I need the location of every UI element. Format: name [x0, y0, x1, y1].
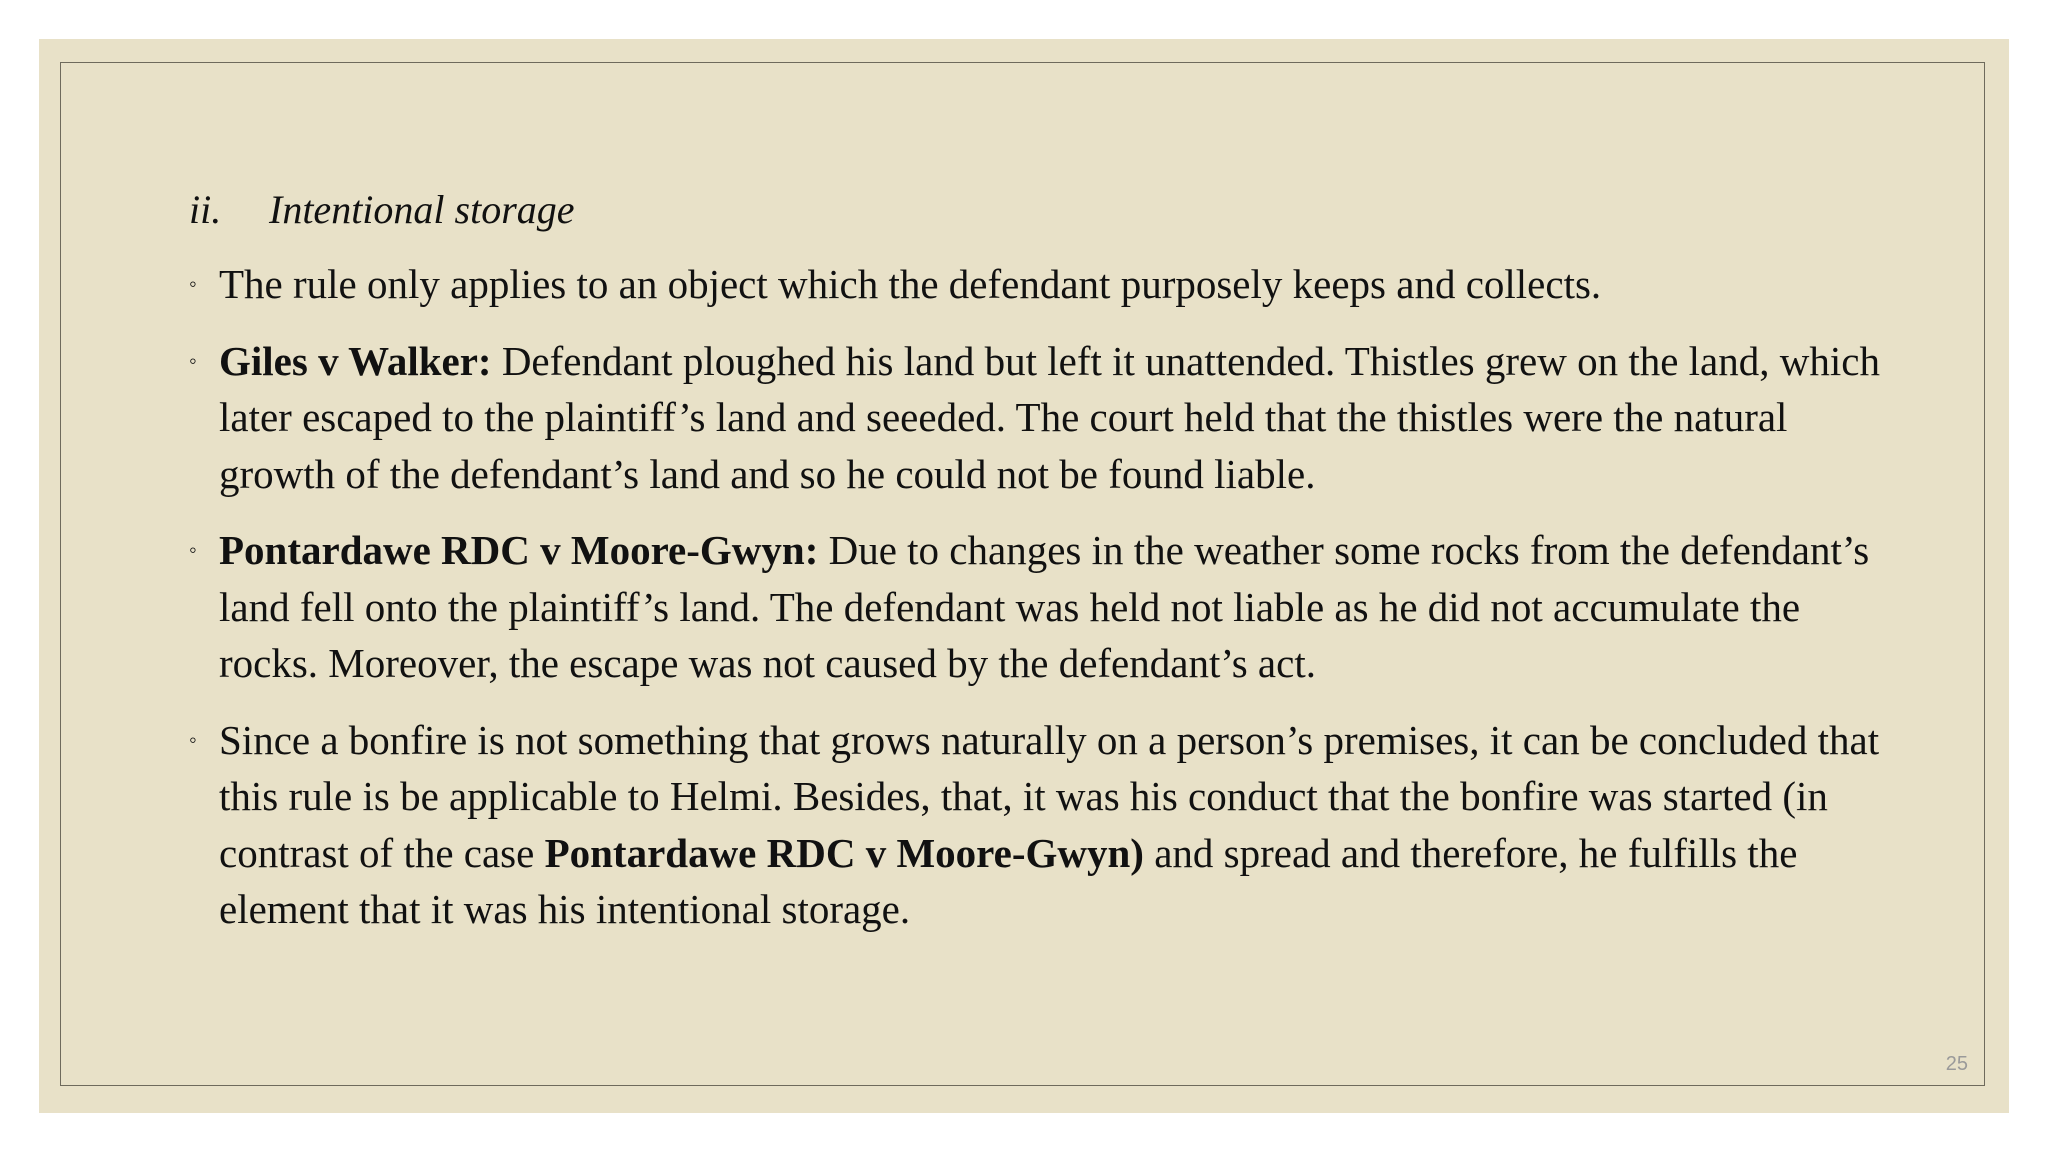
subheading [189, 184, 1899, 236]
case-name: Giles v Walker: [219, 337, 492, 384]
bullet-marker-icon: ◦ [189, 537, 197, 562]
bullet-marker-icon: ◦ [189, 726, 197, 752]
bullet-text: The rule only applies to an object which the defendant purposely keeps and collects. [219, 261, 1602, 307]
case-name: Pontardawe RDC v Moore-Gwyn) [544, 829, 1144, 876]
subheading-number: ii. [189, 187, 222, 232]
bullet-text: Defendant ploughed his land but left it unattended. Thistles grew on the land, which later escaped to the plaintiff’s land and seeeded. The court held that the thistles were the natural growth of the defendant’s land and so he could not be found liable. [219, 337, 1880, 497]
slide-content [189, 184, 1899, 958]
bullet-marker-icon: ◦ [189, 271, 197, 296]
bullet-item [189, 256, 1899, 313]
bullet-item [189, 333, 1899, 503]
case-name: Pontardawe RDC v Moore-Gwyn: [219, 527, 819, 573]
bullet-text: Due to changes in the weather some rocks from the defendant’s land fell onto the plaintiff’s land. The defendant was held not liable as he did not accumulate the rocks. Moreover, the escape was not caused by the defendant’s act. [219, 527, 1870, 686]
bullet-item [189, 712, 1899, 938]
subheading-title: Intentional storage [269, 187, 575, 232]
slide [39, 39, 2009, 1113]
page-number: 25 [1945, 1053, 1968, 1075]
bullet-marker-icon: ◦ [189, 347, 197, 373]
bullet-text: Since a bonfire is not something that grows naturally on a person’s premises, it can be concluded that this rule is be applicable to Helmi. Besides, that, it was his conduct that the bonfire was started (in contrast of the case [219, 716, 1880, 876]
bullet-text: and spread and therefore, he fulfills the element that it was his intentional storage. [219, 829, 1798, 932]
bullet-item [189, 522, 1899, 692]
